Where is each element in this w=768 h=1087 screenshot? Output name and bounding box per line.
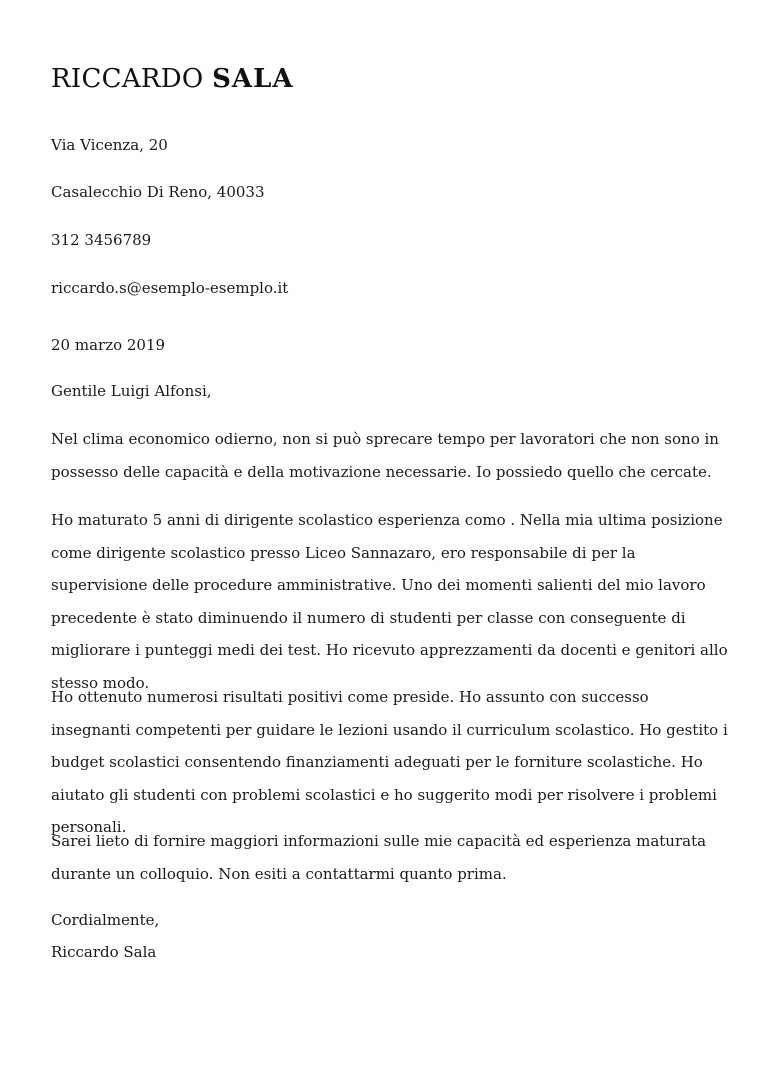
letter-date: 20 marzo 2019 (51, 336, 166, 354)
contact-phone: 312 3456789 (51, 231, 152, 249)
contact-email: riccardo.s@esemplo-esemplo.it (51, 279, 289, 297)
letter-paragraph-2: Ho maturato 5 anni di dirigente scolastico esperienza como . Nella mia ultima posizione come dirigente scolastico presso Liceo Sannazaro, ero responsabile di per la supervisione delle procedure amministrative. Uno dei momenti salienti del mio lavoro precedente è stato diminuendo il numero di studenti per classe con conseguente di migliorare i punteggi medi dei test. Ho ricevuto apprezzamenti da docenti e genitori allo stesso modo. (51, 511, 728, 692)
applicant-name (51, 64, 294, 94)
letter-paragraph-3: Ho ottenuto numerosi risultati positivi come preside. Ho assunto con successo insegnanti competenti per guidare le lezioni usando il curriculum scolastico. Ho gestito i budget scolastici consentendo finanziamenti adeguati per le forniture scolastiche. Ho aiutato gli studenti con problemi scolastici e ho suggerito modi per risolvere i problemi personali. (51, 688, 728, 836)
letter-signature: Riccardo Sala (51, 943, 157, 961)
last-name: SALA (212, 64, 294, 94)
first-name: RICCARDO (51, 64, 204, 94)
contact-city: Casalecchio Di Reno, 40033 (51, 183, 265, 201)
contact-address: Via Vicenza, 20 (51, 136, 168, 154)
letter-closing: Cordialmente, (51, 911, 160, 929)
letter-paragraph-4: Sarei lieto di fornire maggiori informazioni sulle mie capacità ed esperienza maturata durante un colloquio. Non esiti a contattarmi quanto prima. (51, 832, 707, 883)
letter-paragraph-1: Nel clima economico odierno, non si può sprecare tempo per lavoratori che non sono in possesso delle capacità e della motivazione necessarie. Io possiedo quello che cercate. (51, 430, 719, 481)
letter-greeting: Gentile Luigi Alfonsi, (51, 382, 212, 400)
